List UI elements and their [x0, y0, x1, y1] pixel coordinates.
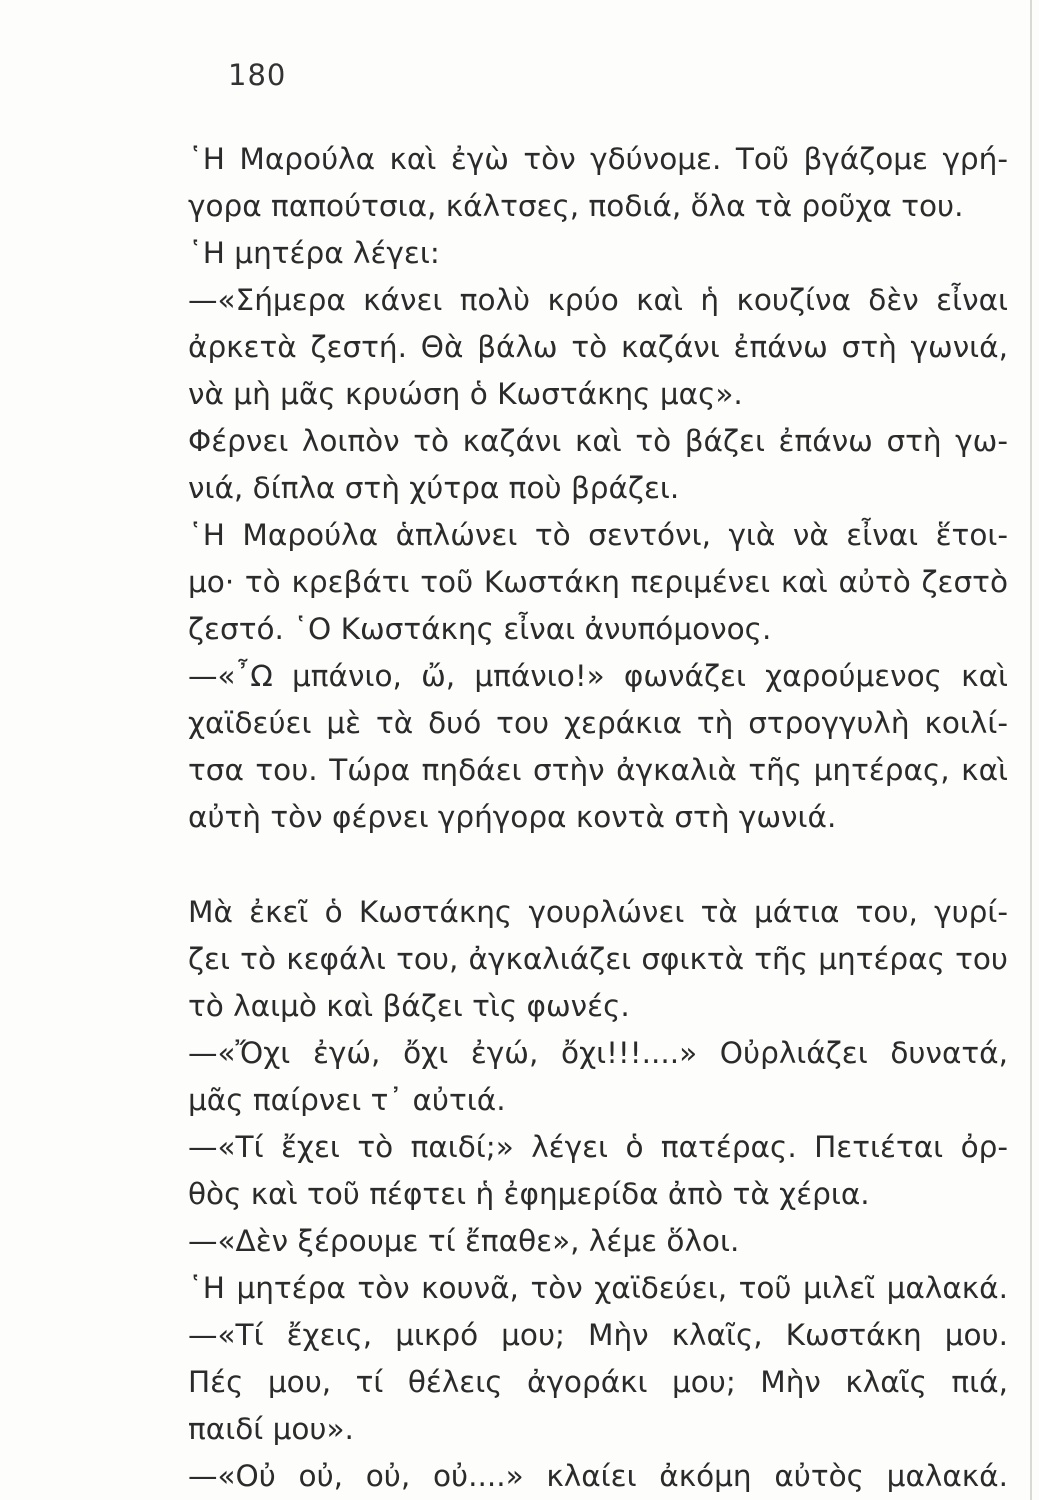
page-number: 180: [228, 58, 287, 92]
text-line: παιδί μου».: [188, 1412, 354, 1446]
text-line: αὐτὴ τὸν φέρνει γρήγορα κοντὰ στὴ γωνιά.: [188, 800, 837, 834]
text-line: μο· τὸ κρεβάτι τοῦ Κωστάκη περιμένει καὶ αὐτὸ ζεστὸ: [188, 565, 1008, 599]
paragraph-gap: [188, 841, 1008, 889]
text-line: μᾶς παίρνει τ᾽ αὐτιά.: [188, 1083, 506, 1117]
text-line: —«Σήμερα κάνει πολὺ κρύο καὶ ἡ κουζίνα δὲν εἶναι: [188, 283, 1008, 317]
text-line: Φέρνει λοιπὸν τὸ καζάνι καὶ τὸ βάζει ἐπάνω στὴ γω-: [188, 424, 1008, 458]
text-line: Πές μου, τί θέλεις ἀγοράκι μου; Μὴν κλαῖς πιά,: [188, 1365, 1008, 1399]
text-line: τὸ λαιμὸ καὶ βάζει τὶς φωνές.: [188, 989, 630, 1023]
text-line: —«Τί ἔχει τὸ παιδί;» λέγει ὁ πατέρας. Πετιέται ὀρ-: [188, 1130, 1008, 1164]
text-line: γορα παπούτσια, κάλτσες, ποδιά, ὅλα τὰ ροῦχα του.: [188, 189, 964, 223]
text-line: —«῏Ω μπάνιο, ὤ, μπάνιο!» φωνάζει χαρούμενος καὶ: [188, 659, 1008, 693]
page-edge-line: [1030, 0, 1032, 1500]
text-line: —«Οὐ οὐ, οὐ, οὐ....» κλαίει ἀκόμη αὐτὸς μαλακά.: [188, 1459, 1008, 1493]
text-line: χαϊδεύει μὲ τὰ δυό του χεράκια τὴ στρογγυλὴ κοιλί-: [188, 706, 1008, 740]
text-line: τσα του. Τώρα πηδάει στὴν ἀγκαλιὰ τῆς μητέρας, καὶ: [188, 753, 1008, 787]
body-text: [188, 136, 1008, 1500]
text-line: ῾Η μητέρα τὸν κουνᾶ, τὸν χαϊδεύει, τοῦ μιλεῖ μαλακά.: [188, 1271, 1008, 1305]
text-line: —«Ὄχι ἐγώ, ὄχι ἐγώ, ὄχι!!!....» Οὐρλιάζει δυνατά,: [188, 1036, 1008, 1070]
text-line: ῾Η Μαρούλα καὶ ἐγὼ τὸν γδύνομε. Τοῦ βγάζομε γρή-: [188, 142, 1008, 176]
text-line: θὸς καὶ τοῦ πέφτει ἡ ἐφημερίδα ἀπὸ τὰ χέρια.: [188, 1177, 870, 1211]
text-line: ῾Η Μαρούλα ἁπλώνει τὸ σεντόνι, γιὰ νὰ εἶναι ἕτοι-: [188, 518, 1008, 552]
text-line: —«Δὲν ξέρουμε τί ἔπαθε», λέμε ὅλοι.: [188, 1224, 740, 1258]
text-line: ζεστό. ῾Ο Κωστάκης εἶναι ἀνυπόμονος.: [188, 612, 772, 646]
text-line: ῾Η μητέρα λέγει:: [188, 236, 440, 270]
text-line: ζει τὸ κεφάλι του, ἀγκαλιάζει σφικτὰ τῆς μητέρας του: [188, 942, 1008, 976]
text-line: νιά, δίπλα στὴ χύτρα ποὺ βράζει.: [188, 471, 680, 505]
text-line: Μὰ ἐκεῖ ὁ Κωστάκης γουρλώνει τὰ μάτια του, γυρί-: [188, 895, 1008, 929]
text-line: νὰ μὴ μᾶς κρυώση ὁ Κωστάκης μας».: [188, 377, 743, 411]
text-line: ἀρκετὰ ζεστή. Θὰ βάλω τὸ καζάνι ἐπάνω στὴ γωνιά,: [188, 330, 1008, 364]
text-line: —«Τί ἔχεις, μικρό μου; Μὴν κλαῖς, Κωστάκη μου.: [188, 1318, 1008, 1352]
